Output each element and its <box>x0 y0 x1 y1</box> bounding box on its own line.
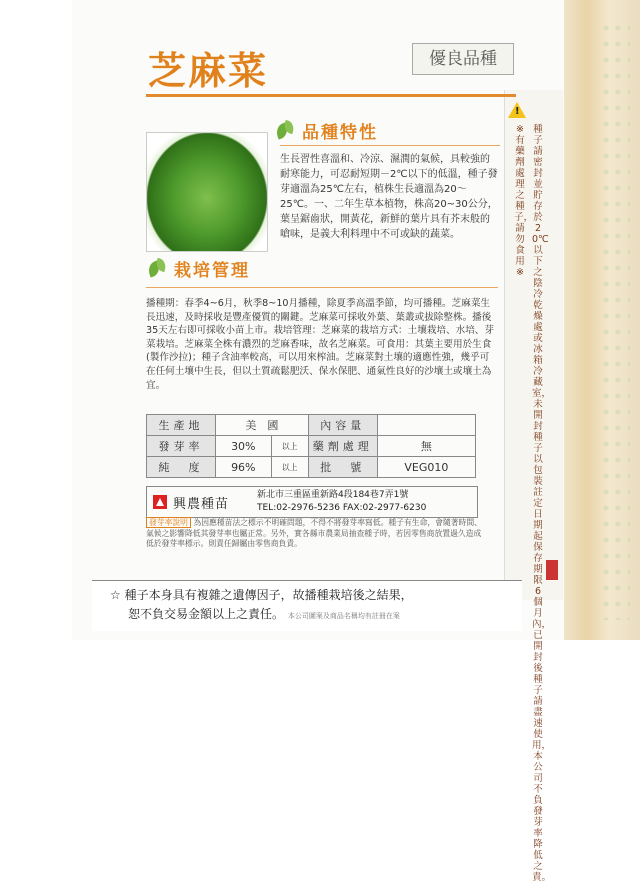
company-name: 興農種苗 <box>173 496 230 512</box>
germination-unit: 以上 <box>271 436 308 457</box>
side-notice-col2: ※有藥劑處理之種子，請勿食用※ <box>514 124 534 278</box>
germination-note <box>146 518 486 550</box>
product-photo <box>146 132 268 252</box>
origin-label: 生產地 <box>147 415 216 436</box>
chemical-label: 藥劑處理 <box>308 436 377 457</box>
title-divider <box>146 94 516 97</box>
features-divider <box>280 145 500 146</box>
content-value <box>377 415 475 436</box>
table-row <box>147 415 476 436</box>
cultivation-title: 栽培管理 <box>174 261 250 281</box>
company-address: 新北市三重區重新路4段184巷7弄1號 <box>257 490 409 500</box>
content-label: 內容量 <box>308 415 377 436</box>
features-heading <box>274 118 378 143</box>
product-title: 芝麻菜 <box>148 48 269 93</box>
disclaimer-line2-row <box>110 605 510 626</box>
purity-unit: 以上 <box>271 457 308 478</box>
cultivation-divider <box>146 287 498 288</box>
leaf-icon <box>146 258 168 280</box>
company-info <box>257 489 426 515</box>
disclaimer-line2: 恕不負交易金額以上之責任。 <box>128 607 285 621</box>
warning-mark: ! <box>515 106 520 117</box>
batch-label: 批 號 <box>308 457 377 478</box>
packet-tab <box>546 560 558 580</box>
chemical-value: 無 <box>377 436 475 457</box>
features-title: 品種特性 <box>302 123 378 143</box>
table-row <box>147 436 476 457</box>
trademark-note: 本公司圖案及商品名稱均有註冊在案 <box>287 612 400 620</box>
germination-label: 發芽率 <box>147 436 216 457</box>
origin-value: 美 國 <box>216 415 309 436</box>
side-notice-col1: 種子請密封並貯存於20℃以下之陰冷乾燥處或冰箱冷藏室，未開封種子以包裝註定日期起保存期限6個月內，已開封後種子請盡速使用，本公司不負發芽率降低之責。 <box>532 124 552 883</box>
note-label: 發芽率說明 <box>146 517 191 528</box>
company-logo-icon <box>153 495 167 509</box>
batch-value: VEG010 <box>377 457 475 478</box>
purity-label: 純 度 <box>147 457 216 478</box>
background-left <box>0 0 72 640</box>
grade-badge: 優良品種 <box>412 43 514 75</box>
germination-value: 30% <box>216 436 272 457</box>
disclaimer-line1: ☆ 種子本身具有複雜之遺傳因子，故播種栽培後之結果， <box>110 588 413 602</box>
decorative-dots <box>600 20 630 620</box>
company-contact: TEL:02-2976-5236 FAX:02-2977-6230 <box>257 503 427 513</box>
spec-table <box>146 414 476 478</box>
cultivation-text: 播種期：春季4~6月，秋季8~10月播種，除夏季高溫季節，均可播種。芝麻菜生長迅速，及時採收是豐產優質的關鍵。芝麻菜可採收外葉、葉叢或拔除整株。播後35天左右即可採收小苗上市。栽培管理：芝麻菜的栽培方式：土壤栽培、水培、芽菜栽培。芝麻菜全株有濃烈的芝麻香味，故名芝麻菜。可食用：其葉主要用於生食(製作沙拉)；種子含油率較高，可以用來榨油。芝麻菜對土壤的適應性強，幾乎可在任何土壤中生長，但以土質疏鬆肥沃、保水保肥、通氣性良好的沙壤土或壤土為宜。 <box>146 298 494 391</box>
company-box <box>146 486 478 518</box>
features-text: 生長習性喜溫和、冷涼、濕潤的氣候，具較強的耐寒能力，可忍耐短期－2℃以下的低溫，種子發芽適溫為25℃左右，植株生長適溫為20～25℃。一、二年生草本植物，株高20~30公分，葉呈鋸齒狀，開黃花，新鮮的葉片具有芥末般的嗆味，是義大利料理中不可或缺的蔬菜。 <box>280 154 498 240</box>
leaf-icon <box>274 120 296 142</box>
purity-value: 96% <box>216 457 272 478</box>
cultivation-heading <box>146 256 250 281</box>
note-text: 為因應種苗法之標示不明確問題，不得不將發芽率寫低。種子有生命，會隨著時間、氣候之影響降低其發芽率也屬正常。另外，實各縣市農業局抽查種子時，若因零售商放置過久造成低於發芽率標示。則責任歸屬由零售商負責。 <box>146 518 482 548</box>
table-row <box>147 457 476 478</box>
disclaimer <box>110 586 510 626</box>
